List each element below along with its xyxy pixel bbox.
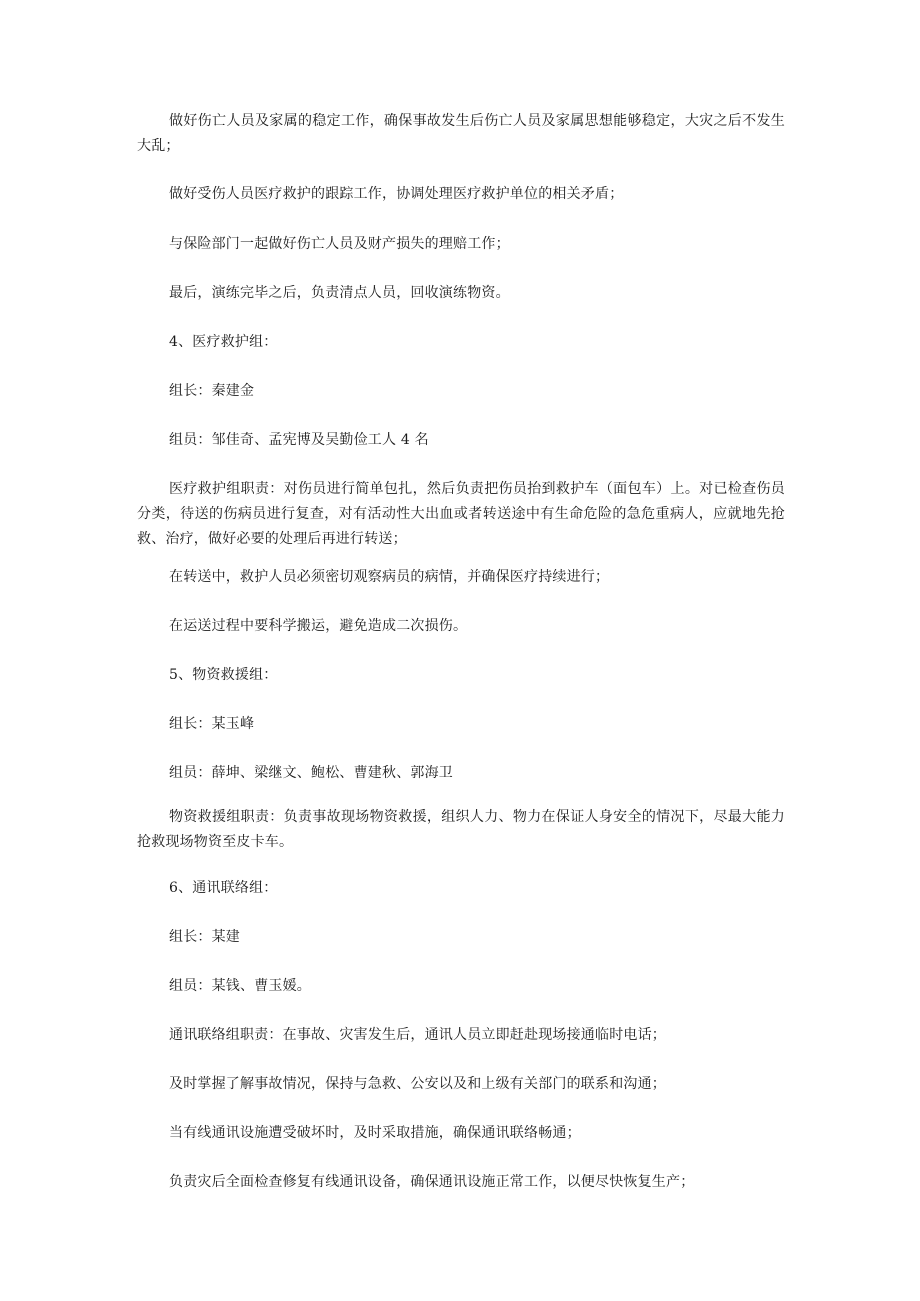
paragraph-insurance-claims: 与保险部门一起做好伤亡人员及财产损失的理赔工作；	[169, 236, 510, 252]
paragraph-liaison: 及时掌握了解事故情况，保持与急救、公安以及和上级有关部门的联系和沟通；	[169, 1076, 666, 1092]
communications-team-leader: 组长：某建	[169, 929, 240, 945]
medical-team-duties: 医疗救护组职责：对伤员进行简单包扎，然后负责把伤员抬到救护车（面包车）上。对已检查伤员分类，待送的伤病员进行复查，对有活动性大出血或者转送途中有生命危险的急危重病人，应就地先抢救、治疗，做好必要的处理后再进行转送；	[137, 481, 785, 547]
communications-team-members: 组员：某钱、曹玉媛。	[169, 978, 311, 994]
paragraph-casualty-stabilization: 做好伤亡人员及家属的稳定工作，确保事故发生后伤亡人员及家属思想能够稳定，大灾之后不发生大乱；	[137, 113, 785, 154]
paragraph-wired-comm-repair: 当有线通讯设施遭受破坏时，及时采取措施，确保通讯联络畅通；	[169, 1125, 581, 1141]
material-team-members: 组员：薛坤、梁继文、鲍松、曹建秋、郭海卫	[169, 765, 453, 781]
material-team-duties: 物资救援组职责：负责事故现场物资救援，组织人力、物力在保证人身安全的情况下，尽最大能力抢救现场物资至皮卡车。	[137, 809, 785, 850]
paragraph-medical-followup: 做好受伤人员医疗救护的跟踪工作，协调处理医疗救护单位的相关矛盾；	[169, 186, 624, 202]
paragraph-post-disaster-check: 负责灾后全面检查修复有线通讯设备，确保通讯设施正常工作，以便尽快恢复生产；	[169, 1174, 695, 1190]
section-heading-communications: 6、通讯联络组：	[169, 880, 278, 896]
medical-team-members: 组员：邹佳奇、孟宪博及吴勤俭工人 4 名	[169, 432, 429, 448]
section-heading-material-rescue: 5、物资救援组：	[169, 667, 278, 683]
medical-team-leader: 组长：秦建金	[169, 383, 255, 399]
section-heading-medical-rescue: 4、医疗救护组：	[169, 334, 278, 350]
paragraph-transfer-observation: 在转送中，救护人员必须密切观察病员的病情，并确保医疗持续进行；	[169, 569, 610, 585]
paragraph-safe-transport: 在运送过程中要科学搬运，避免造成二次损伤。	[169, 618, 468, 634]
material-team-leader: 组长：某玉峰	[169, 716, 255, 732]
paragraph-drill-cleanup: 最后，演练完毕之后，负责清点人员，回收演练物资。	[169, 285, 510, 301]
communications-team-duties: 通讯联络组职责：在事故、灾害发生后，通讯人员立即赶赴现场接通临时电话；	[169, 1027, 666, 1043]
